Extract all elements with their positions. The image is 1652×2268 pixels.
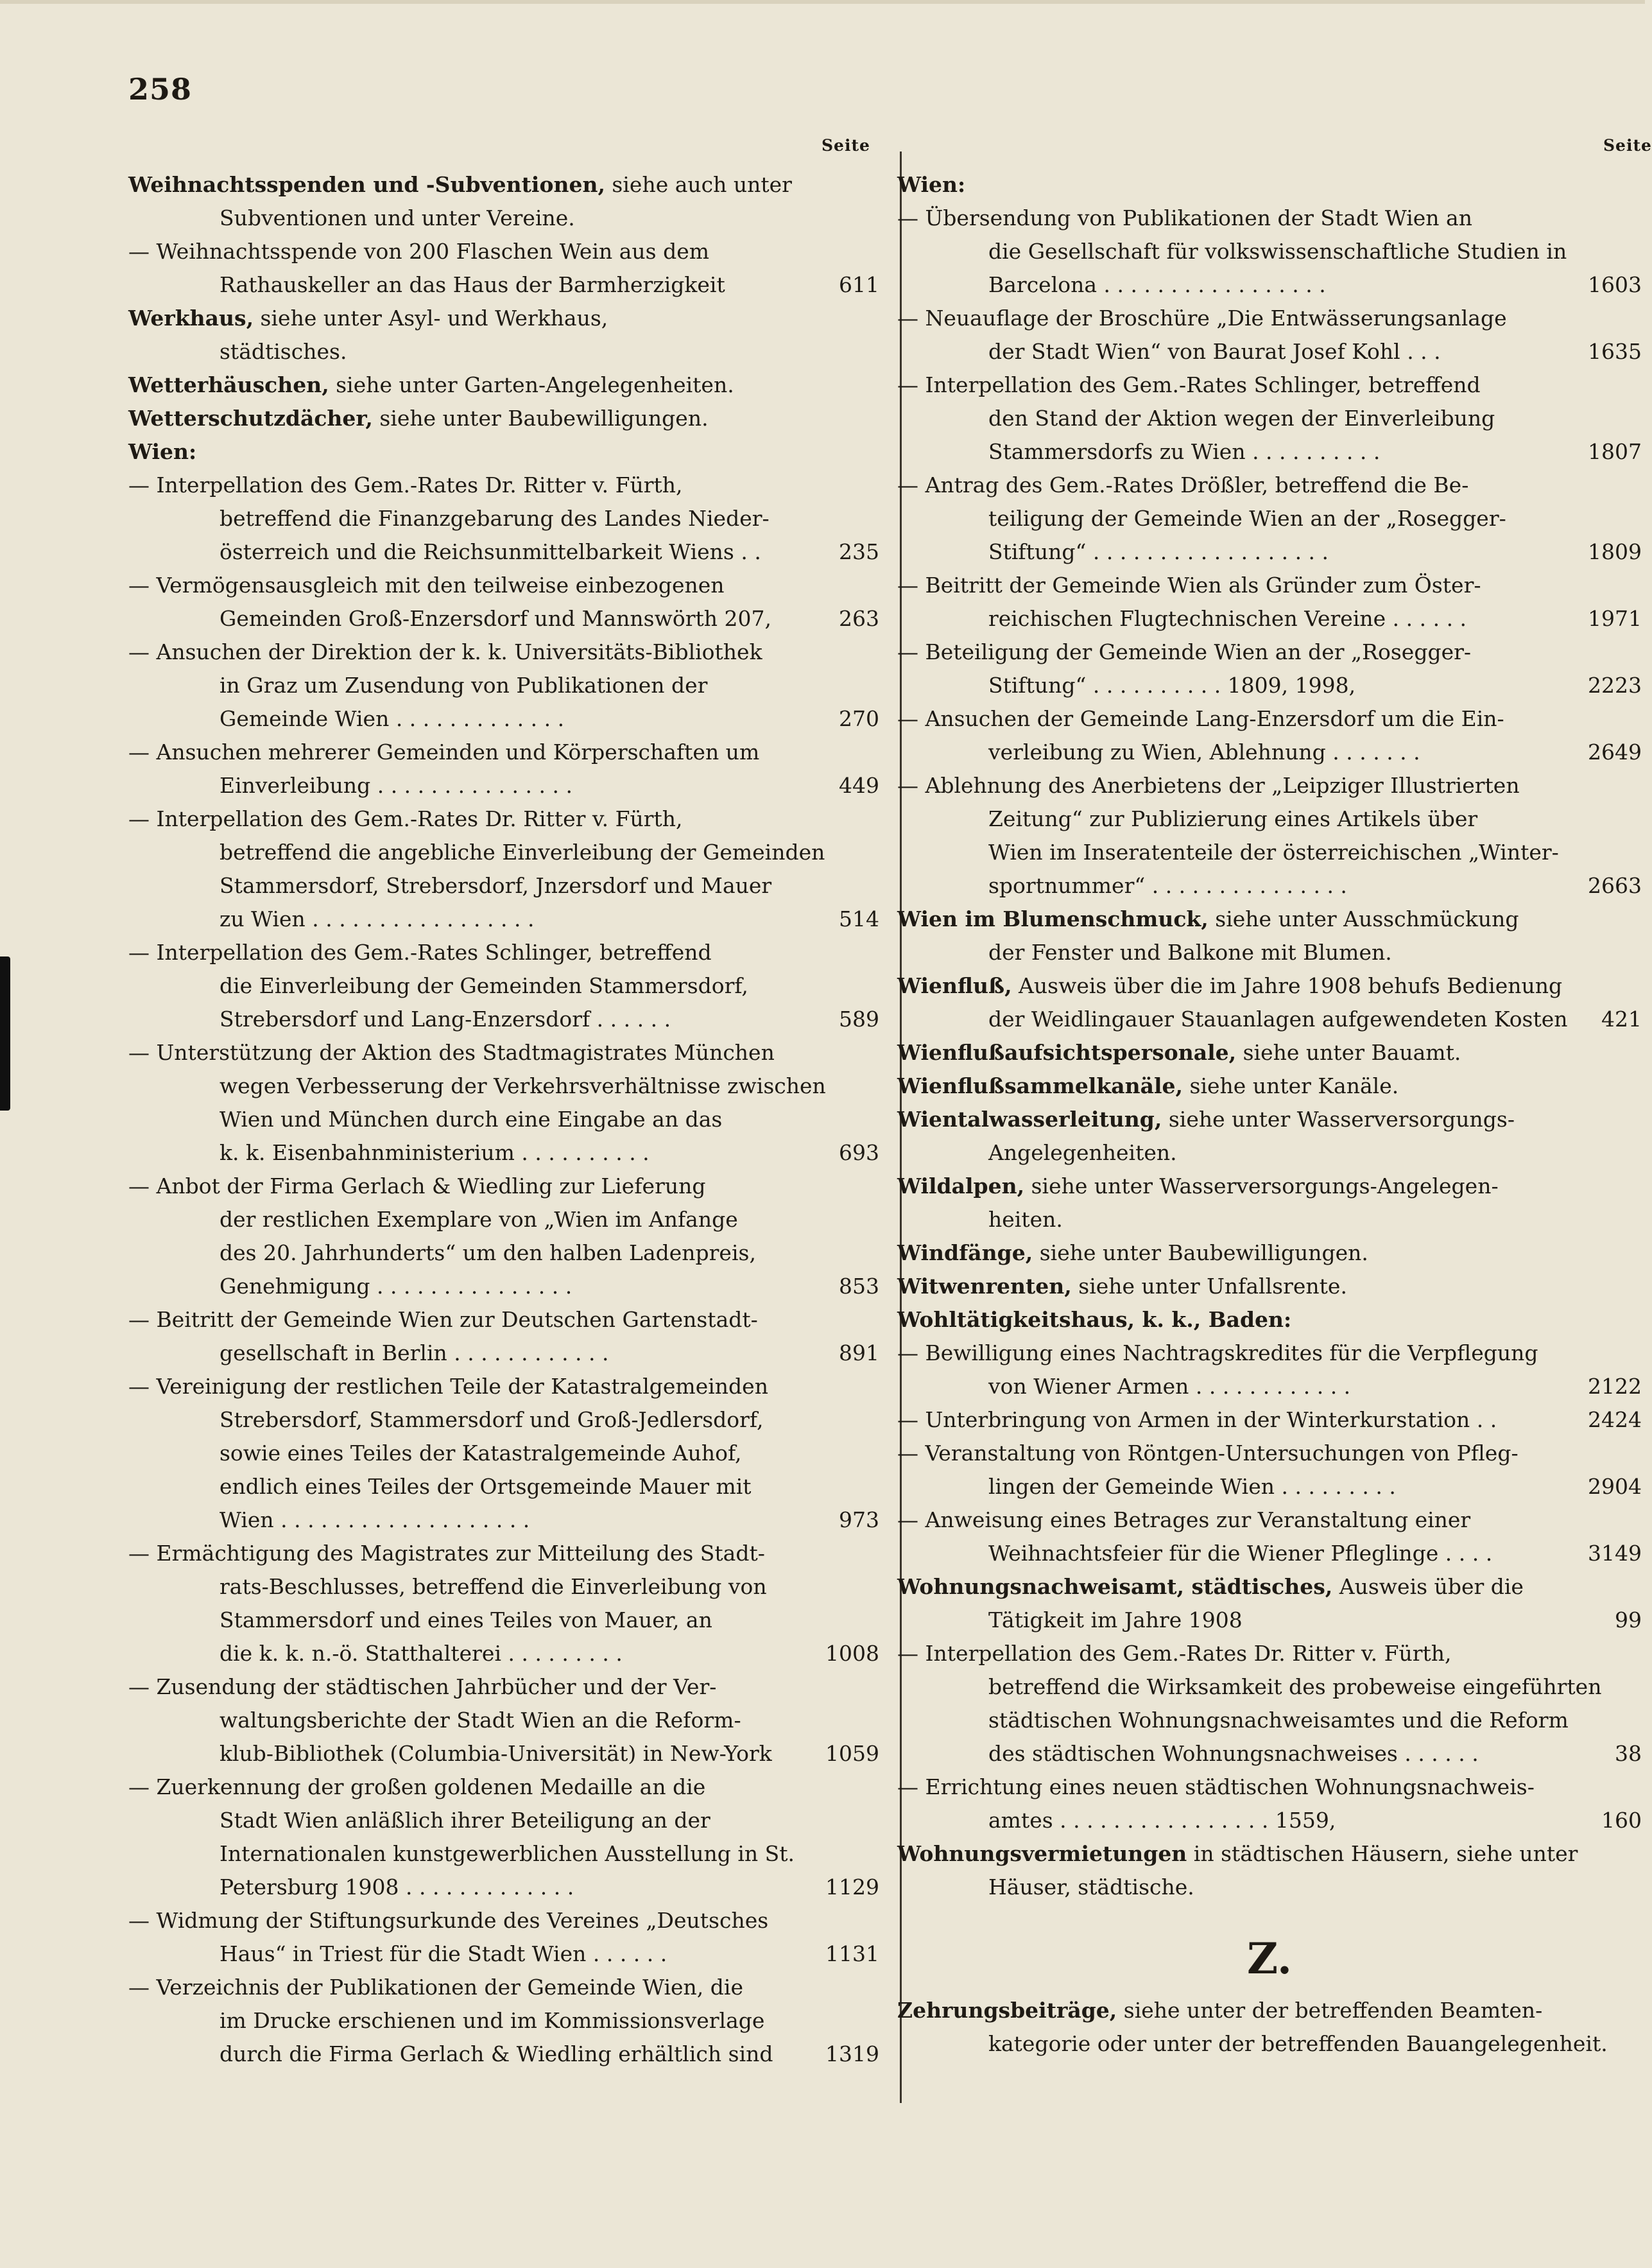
headword: Wetterhäuschen, bbox=[128, 372, 329, 397]
index-entry-heading bbox=[897, 1069, 1642, 1103]
index-entry-line bbox=[897, 1704, 1642, 1737]
index-entry-line bbox=[128, 1437, 879, 1470]
headword: Wienflußsammelkanäle, bbox=[897, 1073, 1183, 1098]
index-entry-line bbox=[897, 936, 1642, 969]
entry-text: lingen der Gemeinde Wien . . . . . . . . . bbox=[988, 1474, 1396, 1499]
index-entry-line bbox=[128, 1837, 879, 1871]
cross-reference: siehe unter Baubewilligungen. bbox=[1033, 1240, 1368, 1265]
entry-text: Gemeinde Wien . . . . . . . . . . . . . bbox=[219, 706, 565, 731]
cross-reference: siehe unter Bauamt. bbox=[1236, 1040, 1461, 1065]
entry-text: städtisches. bbox=[219, 339, 347, 364]
entry-text: — Anbot der Firma Gerlach & Wiedling zur Lieferung bbox=[128, 1173, 706, 1199]
entry-text: Stiftung“ . . . . . . . . . . . . . . . . . . bbox=[988, 539, 1329, 564]
page-reference: 589 bbox=[839, 1007, 879, 1032]
headword: Wohltätigkeitshaus, k. k., Baden: bbox=[897, 1307, 1292, 1332]
index-subentry bbox=[128, 235, 879, 268]
cross-reference: Ausweis über die im Jahre 1908 behufs Bedienung bbox=[1011, 973, 1563, 998]
index-entry-heading bbox=[897, 969, 1642, 1003]
entry-text: waltungsberichte der Stadt Wien an die Reform- bbox=[219, 1708, 741, 1733]
cross-reference: siehe unter Asyl- und Werkhaus, bbox=[254, 306, 608, 331]
index-subentry bbox=[897, 1403, 1642, 1437]
index-entry-line bbox=[897, 435, 1642, 469]
page-reference: 2424 bbox=[1588, 1407, 1642, 1432]
index-subentry bbox=[897, 769, 1642, 802]
entry-text: des städtischen Wohnungsnachweises . . . . . . bbox=[988, 1741, 1479, 1766]
entry-text: — Interpellation des Gem.-Rates Schlinger, betreffend bbox=[128, 940, 712, 965]
headword: Wien im Blumenschmuck, bbox=[897, 906, 1209, 931]
index-entry-line bbox=[897, 1871, 1642, 1904]
index-subentry bbox=[897, 302, 1642, 335]
entry-text: amtes . . . . . . . . . . . . . . . . 1559, bbox=[988, 1808, 1336, 1833]
cross-reference: Ausweis über die bbox=[1332, 1574, 1524, 1599]
index-entry-line bbox=[128, 1604, 879, 1637]
entry-text: die Gesellschaft für volkswissenschaftliche Studien in bbox=[988, 239, 1567, 264]
index-entry-line bbox=[128, 1570, 879, 1604]
index-entry-line bbox=[128, 869, 879, 903]
index-entry-heading bbox=[897, 903, 1642, 936]
index-subentry bbox=[128, 636, 879, 669]
index-entry-line bbox=[128, 335, 879, 368]
entry-text: Haus“ in Triest für die Stadt Wien . . . . . . bbox=[219, 1941, 667, 1966]
index-entry-line bbox=[128, 2004, 879, 2038]
entry-text: zu Wien . . . . . . . . . . . . . . . . . bbox=[219, 906, 535, 931]
index-entry-line bbox=[128, 1270, 879, 1303]
index-subentry bbox=[897, 702, 1642, 736]
index-entry-heading bbox=[897, 1236, 1642, 1270]
entry-text: — Interpellation des Gem.-Rates Dr. Ritter v. Fürth, bbox=[897, 1641, 1452, 1666]
entry-text: von Wiener Armen . . . . . . . . . . . . bbox=[988, 1374, 1351, 1399]
index-entry-line bbox=[897, 1604, 1642, 1637]
cross-reference: siehe unter Ausschmückung bbox=[1208, 906, 1519, 931]
entry-text: verleibung zu Wien, Ablehnung . . . . . . . bbox=[988, 740, 1420, 765]
page-reference: 1603 bbox=[1588, 272, 1642, 297]
index-entry-heading bbox=[897, 168, 1642, 202]
entry-text: wegen Verbesserung der Verkehrsverhältnisse zwischen bbox=[219, 1073, 826, 1098]
entry-text: reichischen Flugtechnischen Vereine . . . . . . bbox=[988, 606, 1467, 631]
entry-text: Zeitung“ zur Publizierung eines Artikels über bbox=[988, 806, 1478, 831]
binding-mark bbox=[0, 957, 10, 1111]
index-entry-heading bbox=[897, 1036, 1642, 1069]
entry-text: — Beteiligung der Gemeinde Wien an der „Rosegger- bbox=[897, 639, 1472, 664]
entry-text: Strebersdorf, Stammersdorf und Groß-Jedlersdorf, bbox=[219, 1407, 764, 1432]
entry-text: Stammersdorf, Strebersdorf, Jnzersdorf und Mauer bbox=[219, 873, 772, 898]
index-entry-line bbox=[897, 268, 1642, 302]
entry-text: endlich eines Teiles der Ortsgemeinde Mauer mit bbox=[219, 1474, 752, 1499]
index-entry-line bbox=[128, 1871, 879, 1904]
column-heading-left: Seite bbox=[822, 136, 870, 155]
page-reference: 421 bbox=[1601, 1007, 1642, 1032]
index-entry-line bbox=[897, 1804, 1642, 1837]
index-entry-line bbox=[128, 769, 879, 802]
entry-text: — Zusendung der städtischen Jahrbücher und der Ver- bbox=[128, 1674, 717, 1699]
entry-text: kategorie oder unter der betreffenden Bauangelegenheit. bbox=[988, 2031, 1608, 2056]
index-entry-line bbox=[128, 1403, 879, 1437]
index-entry-line bbox=[128, 1704, 879, 1737]
page-number: 258 bbox=[128, 72, 193, 107]
page-reference: 2663 bbox=[1588, 873, 1642, 898]
entry-text: Angelegenheiten. bbox=[988, 1140, 1177, 1165]
index-entry-line bbox=[897, 2027, 1642, 2061]
index-subentry bbox=[128, 1904, 879, 1937]
entry-text: — Neuauflage der Broschüre „Die Entwässerungsanlage bbox=[897, 306, 1507, 331]
index-entry-line bbox=[128, 1503, 879, 1537]
index-entry-line bbox=[128, 1136, 879, 1170]
index-subentry bbox=[128, 1770, 879, 1804]
entry-text: — Unterstützung der Aktion des Stadtmagistrates München bbox=[128, 1040, 775, 1065]
index-entry-line bbox=[897, 502, 1642, 535]
entry-text: Tätigkeit im Jahre 1908 bbox=[988, 1607, 1243, 1632]
entry-text: Genehmigung . . . . . . . . . . . . . . . bbox=[219, 1274, 572, 1299]
index-entry-line bbox=[897, 1537, 1642, 1570]
page-reference: 270 bbox=[839, 706, 879, 731]
entry-text: — Widmung der Stiftungsurkunde des Vereines „Deutsches bbox=[128, 1908, 769, 1933]
entry-text: Einverleibung . . . . . . . . . . . . . . . bbox=[219, 773, 572, 798]
entry-text: der Weidlingauer Stauanlagen aufgewendeten Kosten bbox=[988, 1007, 1568, 1032]
index-entry-line bbox=[128, 1203, 879, 1236]
entry-text: klub-Bibliothek (Columbia-Universität) in New-York bbox=[219, 1741, 772, 1766]
index-entry-line bbox=[897, 1003, 1642, 1036]
entry-text: — Ansuchen mehrerer Gemeinden und Körperschaften um bbox=[128, 740, 760, 765]
entry-text: österreich und die Reichsunmittelbarkeit Wiens . . bbox=[219, 539, 761, 564]
index-subentry bbox=[897, 1337, 1642, 1370]
index-entry-line bbox=[897, 1203, 1642, 1236]
page-reference: 449 bbox=[839, 773, 879, 798]
index-subentry bbox=[897, 1503, 1642, 1537]
entry-text: Stadt Wien anläßlich ihrer Beteiligung an der bbox=[219, 1808, 710, 1833]
index-entry-heading bbox=[897, 1170, 1642, 1203]
page-reference: 1131 bbox=[825, 1941, 879, 1966]
entry-text: Rathauskeller an das Haus der Barmherzigkeit bbox=[219, 272, 725, 297]
index-subentry bbox=[897, 1437, 1642, 1470]
entry-text: Subventionen und unter Vereine. bbox=[219, 205, 575, 230]
cross-reference: in städtischen Häusern, siehe unter bbox=[1187, 1841, 1578, 1866]
page-reference: 38 bbox=[1615, 1741, 1642, 1766]
cross-reference: siehe unter Garten-Angelegenheiten. bbox=[329, 372, 734, 397]
index-subentry bbox=[128, 802, 879, 836]
index-entry-line bbox=[897, 402, 1642, 435]
page-reference: 99 bbox=[1615, 1607, 1642, 1632]
page-reference: 235 bbox=[839, 539, 879, 564]
entry-text: Häuser, städtische. bbox=[988, 1874, 1194, 1900]
cross-reference: siehe unter Baubewilligungen. bbox=[372, 406, 709, 431]
headword: Zehrungsbeiträge, bbox=[897, 1998, 1117, 2023]
index-subentry bbox=[128, 569, 879, 602]
page-reference: 514 bbox=[839, 906, 879, 931]
entry-text: Strebersdorf und Lang-Enzersdorf . . . . . . bbox=[219, 1007, 671, 1032]
index-entry-heading bbox=[897, 1570, 1642, 1604]
entry-text: rats-Beschlusses, betreffend die Einverleibung von bbox=[219, 1574, 767, 1599]
entry-text: — Ansuchen der Gemeinde Lang-Enzersdorf um die Ein- bbox=[897, 706, 1504, 731]
page-reference: 853 bbox=[839, 1274, 879, 1299]
page-reference: 1971 bbox=[1588, 606, 1642, 631]
entry-text: sowie eines Teiles der Katastralgemeinde Auhof, bbox=[219, 1441, 742, 1466]
left-column bbox=[128, 168, 879, 2071]
entry-text: städtischen Wohnungsnachweisamtes und die Reform bbox=[988, 1708, 1569, 1733]
index-entry-line bbox=[897, 235, 1642, 268]
index-entry-heading bbox=[897, 1103, 1642, 1136]
entry-text: Barcelona . . . . . . . . . . . . . . . . . bbox=[988, 272, 1326, 297]
entry-text: teiligung der Gemeinde Wien an der „Rosegger- bbox=[988, 506, 1506, 531]
cross-reference: siehe unter Unfallsrente. bbox=[1071, 1274, 1347, 1299]
right-column bbox=[897, 168, 1642, 2061]
index-entry-heading bbox=[128, 435, 879, 469]
index-subentry bbox=[897, 1637, 1642, 1670]
index-subentry bbox=[128, 1370, 879, 1403]
cross-reference: siehe auch unter bbox=[605, 172, 792, 197]
index-entry-line bbox=[897, 1370, 1642, 1403]
entry-text: der Fenster und Balkone mit Blumen. bbox=[988, 940, 1392, 965]
entry-text: Weihnachtsfeier für die Wiener Pfleglinge . . . . bbox=[988, 1541, 1493, 1566]
index-subentry bbox=[897, 1770, 1642, 1804]
index-entry-heading bbox=[128, 368, 879, 402]
entry-text: — Übersendung von Publikationen der Stadt Wien an bbox=[897, 205, 1472, 230]
index-entry-heading bbox=[897, 1303, 1642, 1337]
index-subentry bbox=[128, 1170, 879, 1203]
entry-text: Internationalen kunstgewerblichen Ausstellung in St. bbox=[219, 1841, 795, 1866]
headword: Wetterschutzdächer, bbox=[128, 406, 373, 431]
entry-text: — Interpellation des Gem.-Rates Schlinger, betreffend bbox=[897, 372, 1481, 397]
entry-text: — Vermögensausgleich mit den teilweise einbezogenen bbox=[128, 573, 725, 598]
index-entry-line bbox=[897, 836, 1642, 869]
index-entry-heading bbox=[128, 402, 879, 435]
page-reference: 1059 bbox=[825, 1741, 879, 1766]
column-heading-right: Seite bbox=[1603, 136, 1652, 155]
entry-text: Stammersdorfs zu Wien . . . . . . . . . . bbox=[988, 439, 1381, 464]
entry-text: Petersburg 1908 . . . . . . . . . . . . . bbox=[219, 1874, 574, 1900]
headword: Weihnachtsspenden und -Subventionen, bbox=[128, 172, 605, 197]
page-reference: 693 bbox=[839, 1140, 879, 1165]
headword: Wienfluß, bbox=[897, 973, 1012, 998]
entry-text: der Stadt Wien“ von Baurat Josef Kohl . . . bbox=[988, 339, 1441, 364]
entry-text: betreffend die Finanzgebarung des Landes Nieder- bbox=[219, 506, 770, 531]
index-entry-line bbox=[128, 1069, 879, 1103]
index-entry-line bbox=[128, 669, 879, 702]
entry-text: Wien und München durch eine Eingabe an das bbox=[219, 1107, 723, 1132]
cross-reference: siehe unter Wasserversorgungs-Angelegen- bbox=[1024, 1173, 1499, 1199]
entry-text: Stammersdorf und eines Teiles von Mauer, an bbox=[219, 1607, 712, 1632]
page-reference: 1129 bbox=[825, 1874, 879, 1900]
entry-text: Wien . . . . . . . . . . . . . . . . . . . bbox=[219, 1507, 530, 1532]
entry-text: — Weihnachtsspende von 200 Flaschen Wein aus dem bbox=[128, 239, 710, 264]
headword: Witwenrenten, bbox=[897, 1274, 1072, 1299]
index-entry-line bbox=[128, 502, 879, 535]
index-entry-line bbox=[128, 1337, 879, 1370]
index-entry-line bbox=[128, 268, 879, 302]
entry-text: — Beitritt der Gemeinde Wien zur Deutschen Gartenstadt- bbox=[128, 1307, 758, 1332]
entry-text: Stiftung“ . . . . . . . . . . 1809, 1998, bbox=[988, 673, 1356, 698]
index-entry-heading bbox=[128, 302, 879, 335]
index-subentry bbox=[128, 1670, 879, 1704]
headword: Werkhaus, bbox=[128, 306, 254, 331]
index-entry-line bbox=[897, 535, 1642, 569]
entry-text: sportnummer“ . . . . . . . . . . . . . . . bbox=[988, 873, 1347, 898]
entry-text: — Interpellation des Gem.-Rates Dr. Ritter v. Fürth, bbox=[128, 806, 683, 831]
entry-text: — Errichtung eines neuen städtischen Wohnungsnachweis- bbox=[897, 1774, 1535, 1799]
index-entry-line bbox=[128, 903, 879, 936]
entry-text: gesellschaft in Berlin . . . . . . . . . . . . bbox=[219, 1340, 609, 1365]
entry-text: — Vereinigung der restlichen Teile der Katastralgemeinden bbox=[128, 1374, 768, 1399]
entry-text: Gemeinden Groß-Enzersdorf und Mannswörth 207, bbox=[219, 606, 771, 631]
index-entry-line bbox=[128, 836, 879, 869]
entry-text: — Beitritt der Gemeinde Wien als Gründer zum Öster- bbox=[897, 573, 1481, 598]
entry-text: — Veranstaltung von Röntgen-Untersuchungen von Pfleg- bbox=[897, 1441, 1519, 1466]
headword: Wien: bbox=[897, 172, 966, 197]
entry-text: Wien im Inseratenteile der österreichischen „Winter- bbox=[988, 840, 1559, 865]
index-entry-line bbox=[128, 1470, 879, 1503]
page-reference: 891 bbox=[839, 1340, 879, 1365]
page-reference: 3149 bbox=[1588, 1541, 1642, 1566]
entry-text: — Unterbringung von Armen in der Winterkurstation . . bbox=[897, 1407, 1497, 1432]
entry-text: betreffend die Wirksamkeit des probeweise eingeführten bbox=[988, 1674, 1602, 1699]
page-edge bbox=[0, 0, 1645, 4]
index-entry-line bbox=[128, 1637, 879, 1670]
entry-text: — Anweisung eines Betrages zur Veranstaltung einer bbox=[897, 1507, 1471, 1532]
index-entry-line bbox=[128, 535, 879, 569]
entry-text: den Stand der Aktion wegen der Einverleibung bbox=[988, 406, 1495, 431]
headword: Wohnungsnachweisamt, städtisches, bbox=[897, 1574, 1333, 1599]
index-subentry bbox=[128, 936, 879, 969]
index-entry-line bbox=[128, 1103, 879, 1136]
entry-text: durch die Firma Gerlach & Wiedling erhältlich sind bbox=[219, 2041, 773, 2066]
cross-reference: siehe unter der betreffenden Beamten- bbox=[1117, 1998, 1543, 2023]
entry-text: betreffend die angebliche Einverleibung der Gemeinden bbox=[219, 840, 825, 865]
entry-text: — Interpellation des Gem.-Rates Dr. Ritter v. Fürth, bbox=[128, 472, 683, 498]
entry-text: — Ablehnung des Anerbietens der „Leipziger Illustrierten bbox=[897, 773, 1520, 798]
entry-text: k. k. Eisenbahnministerium . . . . . . . . . . bbox=[219, 1140, 650, 1165]
index-subentry bbox=[128, 1303, 879, 1337]
index-subentry bbox=[128, 1036, 879, 1069]
entry-text: die k. k. n.-ö. Statthalterei . . . . . . . . . bbox=[219, 1641, 623, 1666]
index-entry-heading bbox=[897, 1270, 1642, 1303]
index-entry-line bbox=[897, 1136, 1642, 1170]
entry-text: — Ansuchen der Direktion der k. k. Universitäts-Bibliothek bbox=[128, 639, 762, 664]
index-entry-line bbox=[128, 2038, 879, 2071]
headword: Wientalwasserleitung, bbox=[897, 1107, 1162, 1132]
page-reference: 1807 bbox=[1588, 439, 1642, 464]
index-entry-line bbox=[897, 669, 1642, 702]
section-letter: Z. bbox=[1247, 1934, 1292, 1984]
headword: Wienflußaufsichtspersonale, bbox=[897, 1040, 1237, 1065]
index-subentry bbox=[128, 469, 879, 502]
cross-reference: siehe unter Wasserversorgungs- bbox=[1162, 1107, 1515, 1132]
index-entry-line bbox=[128, 702, 879, 736]
cross-reference: siehe unter Kanäle. bbox=[1183, 1073, 1399, 1098]
index-entry-line bbox=[897, 1670, 1642, 1704]
index-entry-line bbox=[128, 1003, 879, 1036]
page-reference: 2904 bbox=[1588, 1474, 1642, 1499]
entry-text: in Graz um Zusendung von Publikationen der bbox=[219, 673, 708, 698]
entry-text: die Einverleibung der Gemeinden Stammersdorf, bbox=[219, 973, 748, 998]
index-subentry bbox=[897, 368, 1642, 402]
entry-text: — Ermächtigung des Magistrates zur Mitteilung des Stadt- bbox=[128, 1541, 765, 1566]
page-reference: 2223 bbox=[1588, 673, 1642, 698]
entry-text: im Drucke erschienen und im Kommissionsverlage bbox=[219, 2008, 765, 2033]
page-reference: 2649 bbox=[1588, 740, 1642, 765]
entry-text: — Antrag des Gem.-Rates Drößler, betreffend die Be- bbox=[897, 472, 1469, 498]
index-subentry bbox=[897, 202, 1642, 235]
page-reference: 2122 bbox=[1588, 1374, 1642, 1399]
index-entry-line bbox=[128, 1737, 879, 1770]
index-entry-heading bbox=[897, 1837, 1642, 1871]
index-subentry bbox=[128, 1537, 879, 1570]
entry-text: des 20. Jahrhunderts“ um den halben Ladenpreis, bbox=[219, 1240, 756, 1265]
page-reference: 973 bbox=[839, 1507, 879, 1532]
index-entry-line bbox=[897, 736, 1642, 769]
index-entry-line bbox=[128, 969, 879, 1003]
headword: Wien: bbox=[128, 439, 197, 464]
index-subentry bbox=[128, 1971, 879, 2004]
entry-text: heiten. bbox=[988, 1207, 1063, 1232]
index-entry-line bbox=[897, 1737, 1642, 1770]
entry-text: — Verzeichnis der Publikationen der Gemeinde Wien, die bbox=[128, 1975, 743, 2000]
entry-text: — Bewilligung eines Nachtragskredites für die Verpflegung bbox=[897, 1340, 1538, 1365]
index-subentry bbox=[897, 636, 1642, 669]
index-subentry bbox=[128, 736, 879, 769]
page-reference: 1008 bbox=[825, 1641, 879, 1666]
page-reference: 1809 bbox=[1588, 539, 1642, 564]
index-entry-line bbox=[897, 802, 1642, 836]
headword: Windfänge, bbox=[897, 1240, 1033, 1265]
page-reference: 1635 bbox=[1588, 339, 1642, 364]
page-reference: 160 bbox=[1601, 1808, 1642, 1833]
index-entry-heading bbox=[128, 168, 879, 202]
headword: Wildalpen, bbox=[897, 1173, 1025, 1199]
index-entry-line bbox=[897, 602, 1642, 636]
index-entry-line bbox=[128, 1937, 879, 1971]
index-subentry bbox=[897, 569, 1642, 602]
page-reference: 263 bbox=[839, 606, 879, 631]
entry-text: — Zuerkennung der großen goldenen Medaille an die bbox=[128, 1774, 706, 1799]
index-entry-heading bbox=[897, 1994, 1642, 2027]
index-subentry bbox=[897, 469, 1642, 502]
page-reference: 1319 bbox=[825, 2041, 879, 2066]
index-entry-line bbox=[128, 1804, 879, 1837]
index-entry-line bbox=[897, 869, 1642, 903]
index-entry-line bbox=[128, 602, 879, 636]
entry-text: der restlichen Exemplare von „Wien im Anfange bbox=[219, 1207, 738, 1232]
page-reference: 611 bbox=[839, 272, 879, 297]
index-entry-line bbox=[128, 202, 879, 235]
index-entry-line bbox=[897, 335, 1642, 368]
headword: Wohnungsvermietungen bbox=[897, 1841, 1187, 1866]
index-entry-line bbox=[897, 1470, 1642, 1503]
index-entry-line bbox=[128, 1236, 879, 1270]
